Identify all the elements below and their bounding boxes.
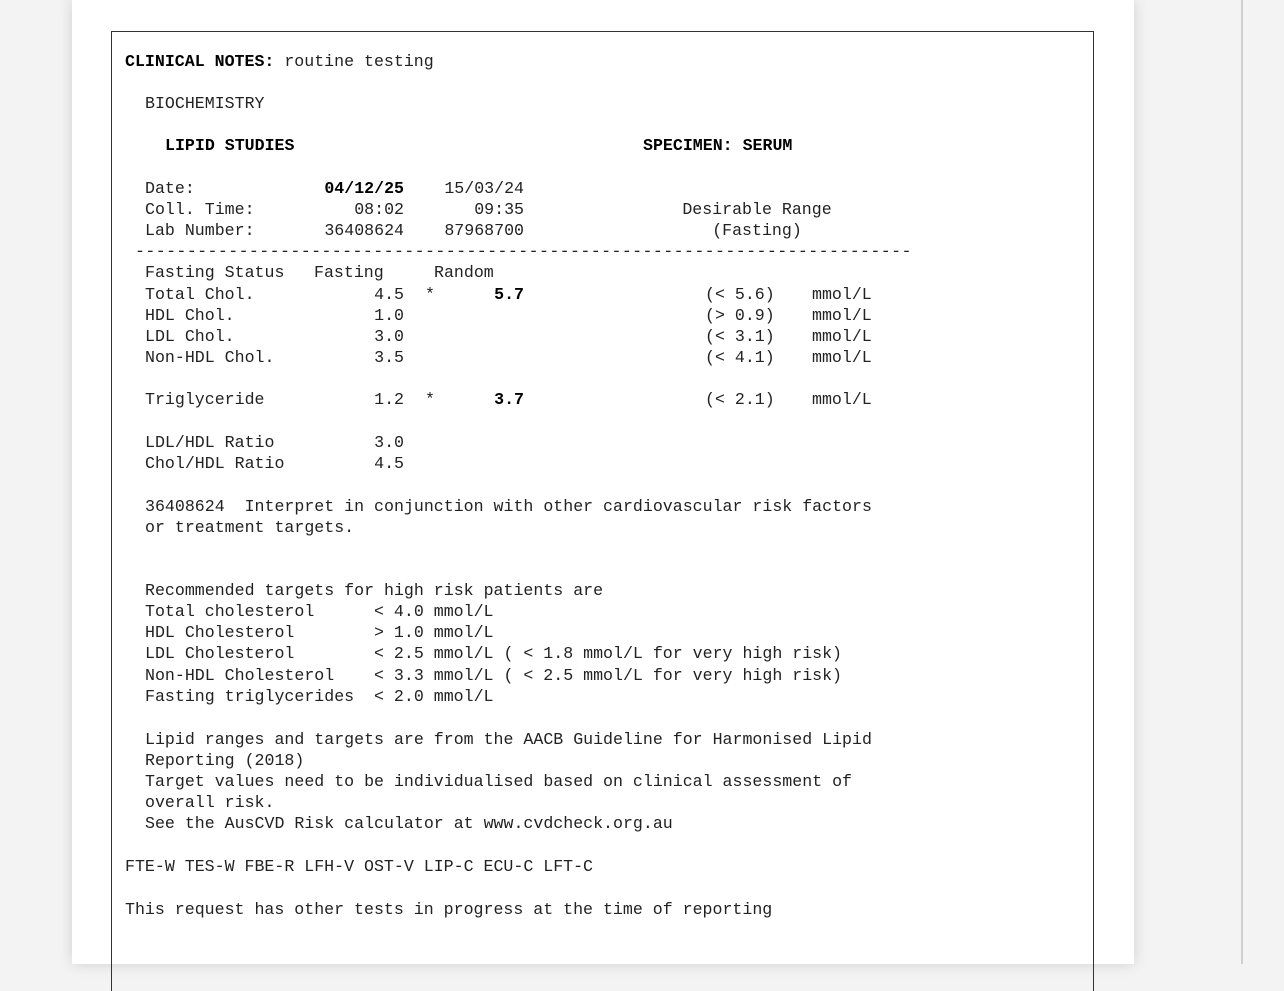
fasting-status-previous: Random — [434, 263, 494, 282]
target-value: < 2.0 mmol/L — [374, 687, 494, 706]
date-previous: 15/03/24 — [444, 179, 524, 198]
target-value: > 1.0 mmol/L — [374, 623, 494, 642]
result-current: 3.5 — [374, 348, 404, 367]
target-name: Total cholesterol — [145, 602, 315, 621]
result-current: 1.0 — [374, 306, 404, 325]
date-current: 04/12/25 — [324, 179, 404, 198]
result-previous: 3.7 — [494, 390, 524, 409]
coll-time-previous: 09:35 — [474, 200, 524, 219]
result-name: HDL Chol. — [145, 306, 235, 325]
interpretation-line: 36408624 Interpret in conjunction with other cardiovascular risk factors — [145, 497, 872, 516]
result-unit: mmol/L — [812, 306, 872, 325]
lab-number-label: Lab Number: — [145, 221, 255, 240]
divider-line: --------------------------------------------------------------------------- — [135, 242, 912, 261]
target-value: < 4.0 mmol/L — [374, 602, 494, 621]
clinical-notes-label: CLINICAL NOTES: — [125, 52, 275, 71]
specimen-label: SPECIMEN: SERUM — [643, 136, 793, 155]
target-name: LDL Cholesterol — [145, 644, 295, 663]
target-name: HDL Cholesterol — [145, 623, 295, 642]
result-range: (> 0.9) — [705, 306, 775, 325]
result-previous: 5.7 — [494, 285, 524, 304]
result-current: 3.0 — [374, 327, 404, 346]
department-heading: BIOCHEMISTRY — [145, 94, 265, 113]
clinical-notes — [125, 51, 434, 72]
fasting-status-current: Fasting — [314, 263, 384, 282]
study-title: LIPID STUDIES — [165, 136, 295, 155]
interpretation-line: or treatment targets. — [145, 518, 355, 537]
result-unit: mmol/L — [812, 390, 872, 409]
coll-time-current: 08:02 — [354, 200, 404, 219]
result-name: LDL Chol. — [145, 327, 235, 346]
lab-number-previous: 87968700 — [444, 221, 524, 240]
note-line: Target values need to be individualised based on clinical assessment of — [145, 772, 853, 791]
note-line: See the AusCVD Risk calculator at www.cvdcheck.org.au — [145, 814, 673, 833]
result-range: (< 2.1) — [705, 390, 775, 409]
result-current: 1.2 — [374, 390, 404, 409]
result-range: (< 3.1) — [705, 327, 775, 346]
target-value: < 2.5 mmol/L ( < 1.8 mmol/L for very high risk) — [374, 644, 843, 663]
result-name: Chol/HDL Ratio — [145, 454, 285, 473]
note-line: overall risk. — [145, 793, 275, 812]
result-unit: mmol/L — [812, 348, 872, 367]
target-name: Non-HDL Cholesterol — [145, 666, 335, 685]
footer-note: This request has other tests in progress at the time of reporting — [125, 900, 773, 919]
result-name: Non-HDL Chol. — [145, 348, 275, 367]
test-codes: FTE-W TES-W FBE-R LFH-V OST-V LIP-C ECU-C LFT-C — [125, 857, 594, 876]
result-flag: * — [425, 390, 435, 409]
fasting-status-label: Fasting Status — [145, 263, 285, 282]
range-title: Desirable Range — [682, 200, 832, 219]
result-name: Total Chol. — [145, 285, 255, 304]
range-subtitle: (Fasting) — [712, 221, 802, 240]
result-current: 3.0 — [374, 433, 404, 452]
result-current: 4.5 — [374, 285, 404, 304]
note-line: Lipid ranges and targets are from the AACB Guideline for Harmonised Lipid — [145, 730, 872, 749]
clinical-notes-value: routine testing — [284, 52, 434, 71]
targets-heading: Recommended targets for high risk patients are — [145, 581, 604, 600]
lab-number-current: 36408624 — [324, 221, 404, 240]
result-name: LDL/HDL Ratio — [145, 433, 275, 452]
result-flag: * — [425, 285, 435, 304]
result-current: 4.5 — [374, 454, 404, 473]
result-unit: mmol/L — [812, 327, 872, 346]
result-range: (< 5.6) — [705, 285, 775, 304]
coll-time-label: Coll. Time: — [145, 200, 255, 219]
note-line: Reporting (2018) — [145, 751, 305, 770]
date-label: Date: — [145, 179, 195, 198]
result-range: (< 4.1) — [705, 348, 775, 367]
result-unit: mmol/L — [812, 285, 872, 304]
target-name: Fasting triglycerides — [145, 687, 355, 706]
target-value: < 3.3 mmol/L ( < 2.5 mmol/L for very high risk) — [374, 666, 843, 685]
viewer-scroll-edge — [1241, 0, 1243, 964]
result-name: Triglyceride — [145, 390, 265, 409]
